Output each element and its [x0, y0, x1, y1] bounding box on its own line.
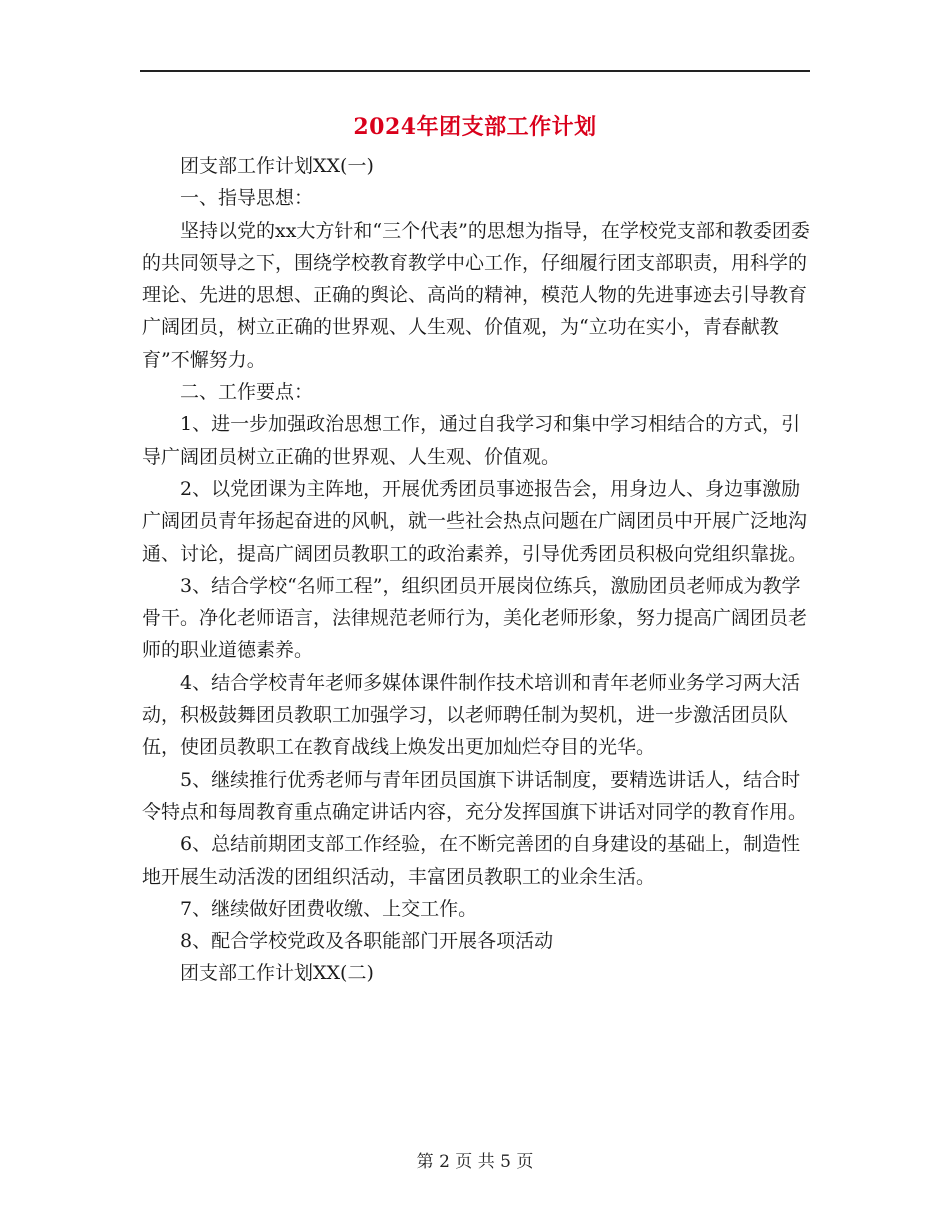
work-point-8: 8、配合学校党政及各职能部门开展各项活动 [180, 930, 554, 953]
page-number-footer: 第 2 页 共 5 页 [416, 1152, 534, 1172]
subheading-plan-one: 团支部工作计划XX(一) [180, 155, 374, 177]
work-point-6: 6、总结前期团支部工作经验，在不断完善团的自身建设的基础上，制造性地开展生动活泼的团组织活动，丰富团员教职工的业余生活。 [142, 833, 801, 888]
document-title: 2024年团支部工作计划 [353, 114, 597, 140]
work-point-1: 1、进一步加强政治思想工作，通过自我学习和集中学习相结合的方式，引导广阔团员树立正确的世界观、人生观、价值观。 [142, 413, 801, 468]
document-body [142, 150, 810, 990]
work-point-4: 4、结合学校青年老师多媒体课件制作技术培训和青年老师业务学习两大活动，积极鼓舞团员教职工加强学习，以老师聘任制为契机，进一步激活团员队伍，使团员教职工在教育战线上焕发出更加灿烂夺目的光华。 [142, 671, 801, 759]
work-point-2: 2、以党团课为主阵地，开展优秀团员事迹报告会，用身边人、身边事激励广阔团员青年扬起奋进的风帆，就一些社会热点问题在广阔团员中开展广泛地沟通、讨论，提高广阔团员教职工的政治素养，引导优秀团员积极向党组织靠拢。 [142, 477, 808, 565]
paragraph-guiding-thought: 坚持以党的xx大方针和“三个代表”的思想为指导，在学校党支部和教委团委的共同领导之下，围绕学校教育教学中心工作，仔细履行团支部职责，用科学的理论、先进的思想、正确的舆论、高尚的精神，模范人物的先进事迹去引导教育广阔团员，树立正确的世界观、人生观、价值观，为“立功在实小，青春献教育”不懈努力。 [142, 219, 810, 371]
subheading-plan-two: 团支部工作计划XX(二) [180, 962, 374, 985]
work-point-7: 7、继续做好团费收缴、上交工作。 [180, 897, 478, 920]
work-point-3: 3、结合学校“名师工程”，组织团员开展岗位练兵，激励团员老师成为教学骨干。净化老师语言，法律规范老师行为，美化老师形象，努力提高广阔团员老师的职业道德素养。 [142, 574, 808, 662]
section-heading-guiding-thought: 一、指导思想： [180, 187, 314, 210]
work-point-5: 5、继续推行优秀老师与青年团员国旗下讲话制度，要精选讲话人，结合时令特点和每周教育重点确定讲话内容，充分发挥国旗下讲话对同学的教育作用。 [142, 768, 808, 823]
section-heading-work-points: 二、工作要点： [180, 381, 314, 404]
header-rule [140, 70, 810, 72]
